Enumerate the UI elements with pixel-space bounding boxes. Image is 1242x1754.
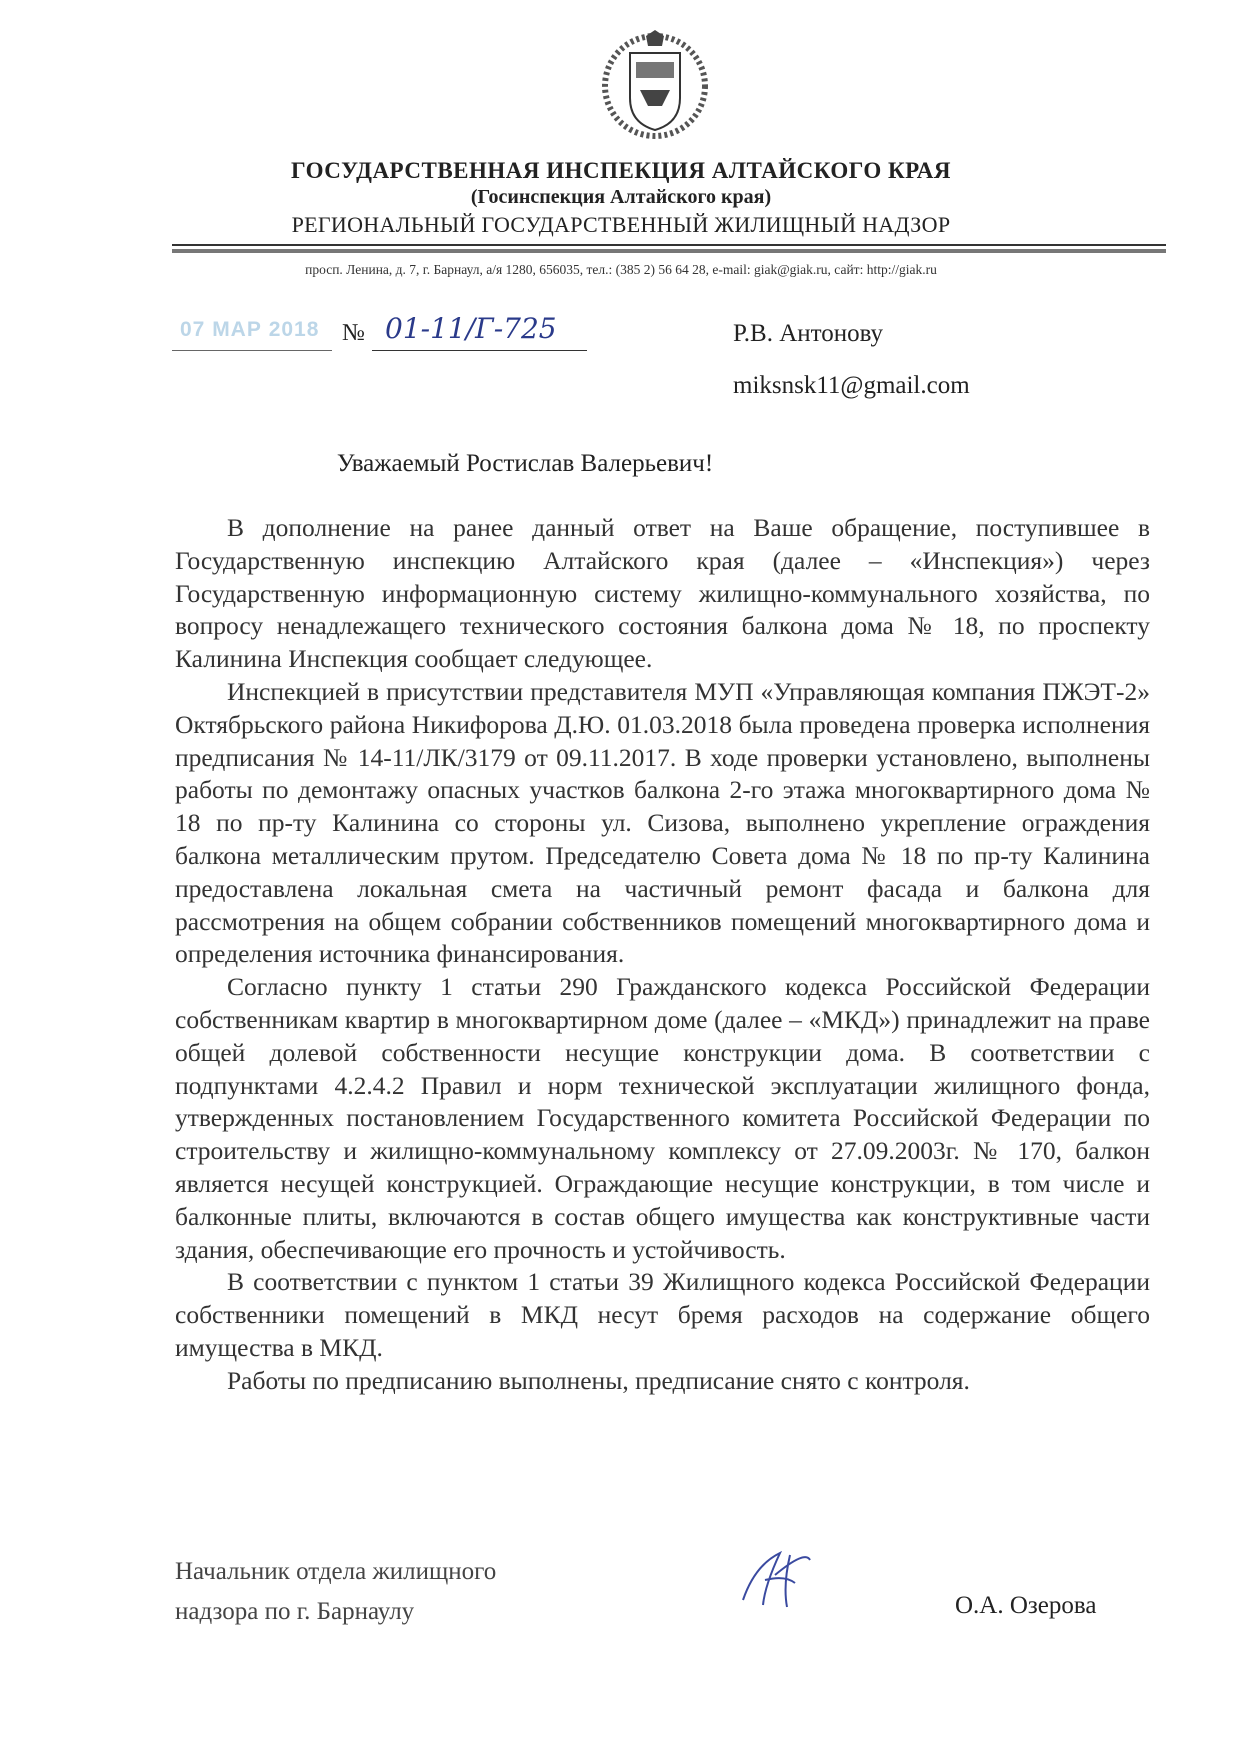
signer-name: О.А. Озерова xyxy=(955,1592,1097,1619)
header-rule xyxy=(172,244,1166,246)
contact-address: просп. Ленина, д. 7, г. Барнаул, а/я 1280, 656035, тел.: (385 2) 56 64 28, e-mail: giak@giak.ru, сайт: http://giak.ru xyxy=(305,262,937,277)
date-underline xyxy=(172,350,332,351)
department-name: РЕГИОНАЛЬНЫЙ ГОСУДАРСТВЕННЫЙ ЖИЛИЩНЫЙ НАДЗОР xyxy=(291,212,951,237)
organization-short-name: (Госинспекция Алтайского края) xyxy=(470,186,772,208)
coat-of-arms-emblem xyxy=(600,28,710,140)
date-stamp: 07 МАР 2018 xyxy=(180,318,320,341)
recipient-name: Р.В. Антонову xyxy=(733,320,884,347)
body-paragraph: Инспекцией в присутствии представителя МУП «Управляющая компания ПЖЭТ-2» Октябрьского района Никифорова Д.Ю. 01.03.2018 была проведена проверка исполнения предписания № 14-11/ЛК/3179 от 09.11.2017. В ходе проверки установлено, выполнены работы по демонтажу опасных участков балкона 2-го этажа многоквартирного дома № 18 по пр-ту Калинина со стороны ул. Сизова, выполнено укрепление ограждения балкона металлическим прутом. Председателю Совета дома № 18 по пр-ту Калинина предоставлена локальная смета на частичный ремонт фасада и балкона для рассмотрения на общем собрании собственников помещений многоквартирного дома и определения источника финансирования. xyxy=(175,676,1150,969)
body-paragraph: В дополнение на ранее данный ответ на Ваше обращение, поступившее в Государственную инспекцию Алтайского края (далее – «Инспекция») через Государственную информационную систему жилищно-коммунального хозяйства, по вопросу ненадлежащего технического состояния балкона дома № 18, по проспекту Калинина Инспекция сообщает следующее. xyxy=(175,513,1150,674)
body-paragraph: Работы по предписанию выполнены, предписание снято с контроля. xyxy=(227,1365,970,1395)
signer-title-line: надзора по г. Барнаулу xyxy=(175,1598,415,1625)
header-rule-thick xyxy=(172,249,1166,253)
letter-body xyxy=(175,512,1150,1398)
salutation: Уважаемый Ростислав Валерьевич! xyxy=(336,450,714,477)
recipient-email: miksnsk11@gmail.com xyxy=(733,372,970,399)
handwritten-signature xyxy=(735,1545,815,1615)
registration-number: 01-11/Г-725 xyxy=(385,312,557,345)
signer-title-line: Начальник отдела жилищного xyxy=(175,1558,497,1585)
signer-title xyxy=(175,1552,496,1632)
body-paragraph: Согласно пункту 1 статьи 290 Гражданского кодекса Российской Федерации собственникам квартир в многоквартирном доме (далее – «МКД») принадлежит на праве общей долевой собственности несущие конструкции дома. В соответствии с подпунктами 4.2.4.2 Правил и норм технической эксплуатации жилищного фонда, утвержденных постановлением Государственного комитета Российской Федерации по строительству и жилищно-коммунальному комплексу от 27.09.2003г. № 170, балкон является несущей конструкцией. Ограждающие несущие конструкции, в том числе и балконные плиты, включаются в состав общего имущества как конструктивные части здания, обеспечивающие его прочность и устойчивость. xyxy=(175,972,1150,1264)
organization-name: ГОСУДАРСТВЕННАЯ ИНСПЕКЦИЯ АЛТАЙСКОГО КРАЯ xyxy=(291,158,951,183)
number-label: № xyxy=(342,320,365,346)
number-underline xyxy=(372,350,587,351)
body-paragraph: В соответствии с пунктом 1 статьи 39 Жилищного кодекса Российской Федерации собственники помещений в МКД несут бремя расходов на содержание общего имущества в МКД. xyxy=(175,1267,1150,1362)
